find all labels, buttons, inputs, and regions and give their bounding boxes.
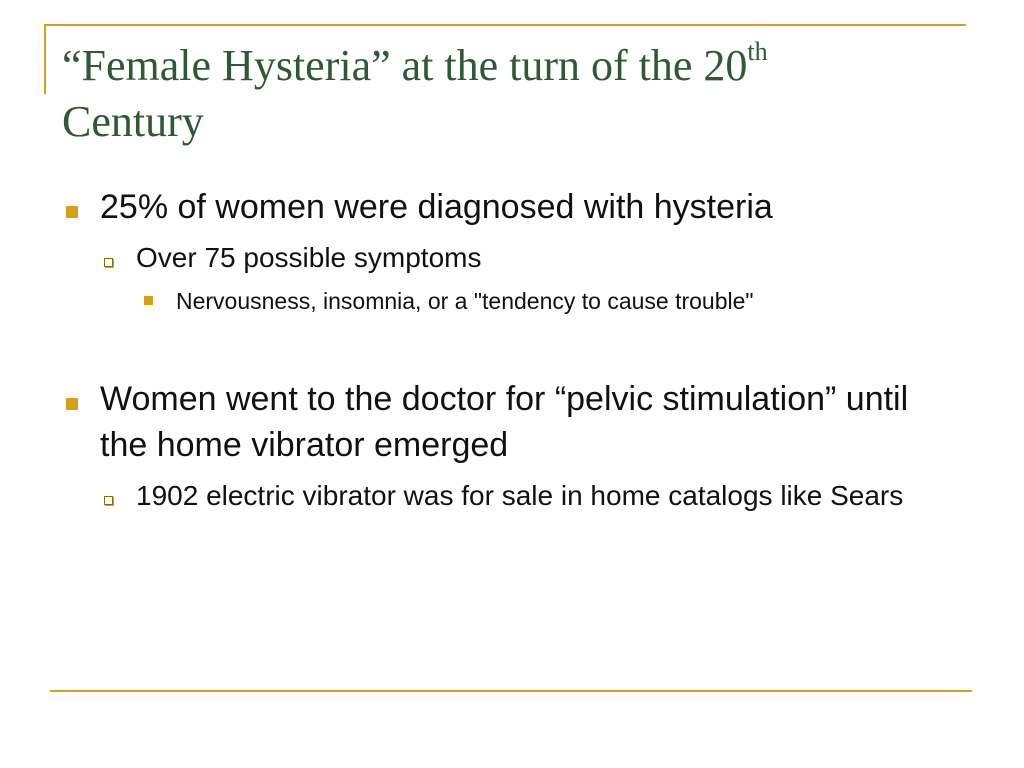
square-bullet-icon [66,206,78,218]
slide-body [60,184,960,518]
small-square-bullet-icon [144,296,153,305]
bullet-text: 1902 electric vibrator was for sale in home catalogs like Sears [136,480,904,511]
bullet-level2-item [60,236,960,280]
bullet-text: Women went to the doctor for “pelvic stimulation” until the home vibrator emerged [100,380,909,464]
bullet-level2-item [60,474,960,518]
square-bullet-icon [66,398,78,410]
bullet-level3-item [60,284,960,318]
hollow-square-bullet-icon [104,496,113,505]
slide-title [62,38,962,150]
bullet-text: 25% of women were diagnosed with hysteria [100,188,773,226]
accent-line-top [44,24,966,26]
accent-line-bottom [50,690,972,692]
bullet-level1-item [60,184,960,230]
spacer [60,318,960,376]
title-second-line: Century [62,97,204,146]
bullet-level1-item [60,376,960,468]
title-superscript: th [747,37,768,67]
bullet-text: Over 75 possible symptoms [136,242,482,273]
accent-line-vertical [44,24,46,94]
title-main-text: “Female Hysteria” at the turn of the 20 [62,41,748,90]
bullet-text: Nervousness, insomnia, or a "tendency to cause trouble" [176,288,754,314]
hollow-square-bullet-icon [104,258,113,267]
